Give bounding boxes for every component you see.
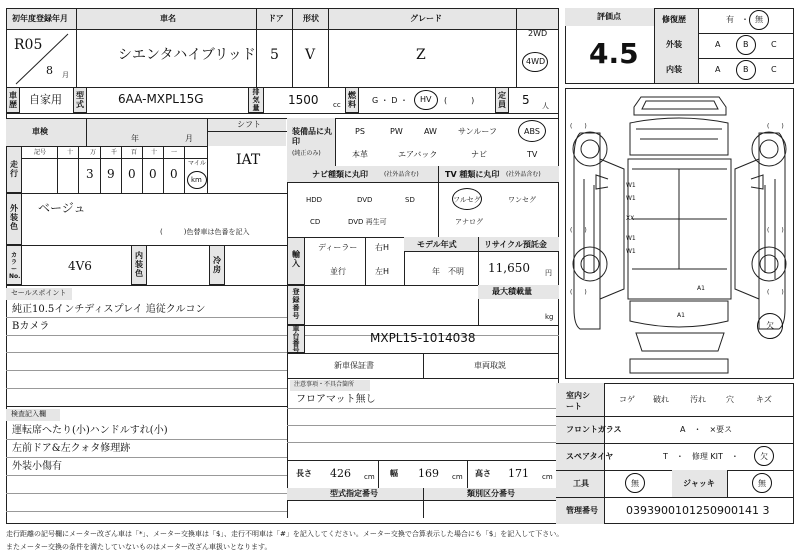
color-no-label: カラーNo. — [9, 252, 21, 280]
tools-label: 工具 — [573, 479, 589, 488]
shatai-label: 車歴 — [9, 91, 17, 109]
inspection-2: 外装小傷有 — [12, 461, 62, 472]
color-change: ( )色替車は色番を記入 — [160, 228, 250, 236]
equip-sunroof: サンルーフ — [458, 127, 497, 136]
ext-c: C — [771, 40, 777, 49]
import-label: 輸入 — [292, 250, 300, 268]
reg-era: R05 — [14, 37, 43, 53]
grade-label: グレード — [410, 14, 442, 23]
km-label: km — [191, 176, 202, 184]
sheet-hole: 穴 — [726, 395, 734, 404]
parallel: 並行 — [330, 267, 346, 276]
interior-sheet-label: 室内シート — [566, 391, 590, 411]
fuel-paren: ( ) — [444, 96, 475, 105]
height-label: 高さ — [475, 469, 491, 478]
mark-missing: 欠 — [766, 321, 774, 330]
drive-4wd: 4WD — [526, 57, 546, 66]
nav-dvd-play: DVD 再生可 — [348, 218, 387, 226]
digit-5: 0 — [149, 167, 157, 181]
reg-month: 8 — [46, 64, 53, 77]
month-unit: 月 — [62, 71, 69, 79]
fuel-label: 燃料 — [348, 91, 356, 109]
type-no-label: 型式指定番号 — [330, 489, 378, 498]
repair-no: 無 — [755, 15, 763, 24]
equip-nav: ナビ — [471, 150, 487, 159]
max-load-label: 最大積載量 — [492, 287, 532, 296]
equip-pw: PW — [390, 127, 403, 136]
digit-3: 9 — [107, 167, 115, 181]
jack-selected: 無 — [758, 479, 766, 488]
warranty-label: 新車保証書 — [334, 361, 374, 370]
model-year-value: 年 不明 — [432, 267, 464, 276]
tv-type-label: TV 種類に丸印 — [445, 170, 500, 179]
width-unit: cm — [452, 473, 463, 481]
int-b: B — [743, 65, 749, 74]
sheet-tear: 破れ — [653, 395, 669, 404]
shaken-year: 年 — [131, 134, 139, 143]
bracket-1: ( ) — [767, 123, 784, 130]
digit-6: 0 — [170, 167, 178, 181]
mark-5: 十 — [151, 149, 158, 156]
tv-analog: アナログ — [455, 218, 483, 226]
shape-label: 形状 — [303, 14, 319, 23]
repair-label: 修復歴 — [662, 15, 686, 24]
sales-point-1: Bカメラ — [12, 321, 50, 332]
notes-label: 注意事項・不具合箇所 — [294, 381, 355, 388]
fuel-selected: HV — [420, 95, 432, 104]
notes-text: フロアマット無し — [296, 394, 376, 405]
mark-w1-c: W1 — [626, 235, 636, 242]
registration-label: 登録番号 — [292, 288, 300, 320]
car-outline-diagram — [566, 89, 793, 378]
tv-oneseg: ワンセグ — [508, 196, 536, 204]
spare-tire-label: スペアタイヤ — [566, 452, 614, 461]
nav-type-sub: (社外品含む) — [384, 171, 419, 178]
mark-a1-b: A1 — [677, 312, 685, 319]
management-value: 0393900101250900141 3 — [626, 504, 770, 517]
recycle-label: リサイクル預託金 — [484, 240, 547, 249]
capacity-label: 定員 — [498, 91, 506, 109]
score-value: 4.5 — [589, 37, 639, 70]
sheet-dirt: 汚れ — [690, 395, 706, 404]
use: 自家用 — [29, 93, 62, 106]
kg-label: kg — [545, 313, 554, 321]
shaken-label: 車検 — [32, 127, 48, 136]
sales-point-0: 純正10.5インチディスプレイ 追従クルコン — [12, 304, 206, 315]
model-year-label: モデル年式 — [417, 240, 457, 249]
equip-abs: ABS — [524, 127, 540, 136]
first-reg-label: 初年度登録年月 — [12, 14, 68, 23]
repair-dot: ・ — [741, 15, 749, 24]
displacement-unit: cc — [333, 101, 341, 109]
interior-grade-label: 内装 — [666, 65, 682, 74]
jack-label: ジャッキ — [683, 479, 715, 488]
nav-type-label: ナビ種類に丸印 — [312, 170, 368, 179]
displacement: 1500 — [288, 93, 319, 107]
equip-ps: PS — [355, 127, 365, 136]
color-no: 4V6 — [68, 259, 92, 273]
bracket-4: ( ) — [570, 227, 587, 234]
nav-hdd: HDD — [306, 196, 323, 204]
width-value: 169 — [418, 467, 439, 480]
mark-w1-a: W1 — [626, 182, 636, 189]
tools-selected: 無 — [631, 479, 639, 488]
bracket-0: ( ) — [570, 123, 587, 130]
yen-label: 円 — [545, 269, 552, 277]
mark-3: 千 — [111, 149, 118, 156]
mark-4: 百 — [131, 149, 138, 156]
shaken-month: 月 — [185, 134, 193, 143]
int-c: C — [771, 65, 777, 74]
class-no-label: 類別区分番号 — [467, 489, 515, 498]
ext-a: A — [715, 40, 721, 49]
manual-label: 車両取説 — [474, 361, 506, 370]
sheet-burn: コゲ — [619, 395, 635, 404]
aircon-label: 冷房 — [213, 256, 221, 274]
inspection-1: 左前ドア&左クォタ修理跡 — [12, 443, 131, 454]
repair-yes: 有 — [726, 15, 734, 24]
management-label: 管理番号 — [566, 506, 598, 515]
width-label: 幅 — [390, 469, 398, 478]
mark-6: 一 — [171, 149, 178, 156]
shift-label: シフト — [237, 120, 261, 129]
nav-sd: SD — [405, 196, 415, 204]
height-value: 171 — [508, 467, 529, 480]
inspection-label: 検査記入欄 — [11, 410, 46, 418]
recycle-amount: 11,650 — [488, 261, 530, 275]
equip-airbag: エアバック — [398, 150, 438, 159]
equip-tv: TV — [527, 150, 538, 159]
drive-2wd: 2WD — [528, 29, 548, 38]
footer-line-1: 走行距離の記号欄にメーター改ざん車は「*」、メーター交換車は「$」、走行不明車は「#」を記入してください。メーター交換で合算表示した場合にも「$」を記入して下さい。 — [6, 530, 564, 538]
sales-point-label: セールスポイント — [11, 289, 67, 297]
int-a: A — [715, 65, 721, 74]
mark-w1-d: W1 — [626, 248, 636, 255]
mile-label: マイル — [188, 160, 206, 167]
chassis-no: MXPL15-1014038 — [370, 331, 476, 345]
mark-0: 記号 — [34, 149, 47, 156]
capacity: 5 — [522, 93, 530, 107]
tv-type-sub: (社外品含む) — [506, 171, 541, 178]
mark-xx: XX — [626, 215, 635, 222]
equipment-sub: (純正のみ) — [292, 150, 321, 157]
ext-b: B — [743, 40, 749, 49]
exterior-grade-label: 外装 — [666, 40, 682, 49]
equip-leather: 本革 — [352, 150, 368, 159]
mark-a1-a: A1 — [697, 285, 705, 292]
shape: V — [305, 47, 316, 63]
exterior-color: ベージュ — [38, 201, 86, 215]
car-name: シエンタハイブリッド — [118, 47, 256, 63]
dealer: ディーラー — [318, 243, 358, 252]
chassis-label: 車台番号 — [292, 325, 300, 354]
digit-2: 3 — [86, 167, 94, 181]
bracket-5: ( ) — [767, 227, 784, 234]
equip-aw: AW — [424, 127, 437, 136]
capacity-unit: 人 — [542, 102, 549, 110]
length-label: 長さ — [296, 469, 312, 478]
bracket-3: ( ) — [767, 289, 784, 296]
windshield-value: A ・ ×要ス — [680, 425, 733, 434]
digit-4: 0 — [128, 167, 136, 181]
mark-w1-b: W1 — [626, 195, 636, 202]
shift: IAT — [236, 152, 261, 168]
length-unit: cm — [364, 473, 375, 481]
grade: Z — [416, 47, 426, 63]
right-h: 右H — [375, 243, 390, 252]
windshield-label: フロントガラス — [566, 425, 622, 434]
score-label: 評価点 — [597, 12, 621, 21]
bracket-2: ( ) — [570, 289, 587, 296]
tv-fullseg: フルセグ — [453, 196, 481, 204]
footer-line-2: またメーター交換の条件を満たしていないものはメーター改ざん車扱いとなります。 — [6, 543, 272, 551]
spare-tire-value: T ・ 修理 KIT ・ — [663, 452, 739, 461]
car-name-label: 車名 — [160, 14, 176, 23]
type-label: 型式 — [76, 91, 84, 109]
mark-2: 万 — [90, 149, 97, 156]
int-color-label: 内装色 — [135, 251, 143, 278]
length-value: 426 — [330, 467, 351, 480]
door-label: ドア — [268, 14, 284, 23]
sheet-scratch: キズ — [756, 395, 772, 404]
equipment-label: 装備品に丸印 — [292, 127, 332, 146]
nav-dvd: DVD — [357, 196, 373, 204]
displacement-label: 排気量 — [252, 88, 260, 112]
ext-color-label: 外装色 — [10, 204, 18, 231]
height-unit: cm — [542, 473, 553, 481]
mark-1: 十 — [67, 149, 74, 156]
fuel-options: G ・ D ・ — [372, 96, 408, 105]
odometer-label: 走行 — [10, 160, 18, 178]
nav-cd: CD — [310, 218, 321, 226]
inspection-0: 運転席へたり(小)ハンドルすれ(小) — [12, 425, 168, 436]
left-h: 左H — [375, 267, 390, 276]
model-code: 6AA-MXPL15G — [118, 92, 204, 106]
doors: 5 — [270, 47, 279, 63]
spare-tire-selected: 欠 — [760, 452, 768, 461]
